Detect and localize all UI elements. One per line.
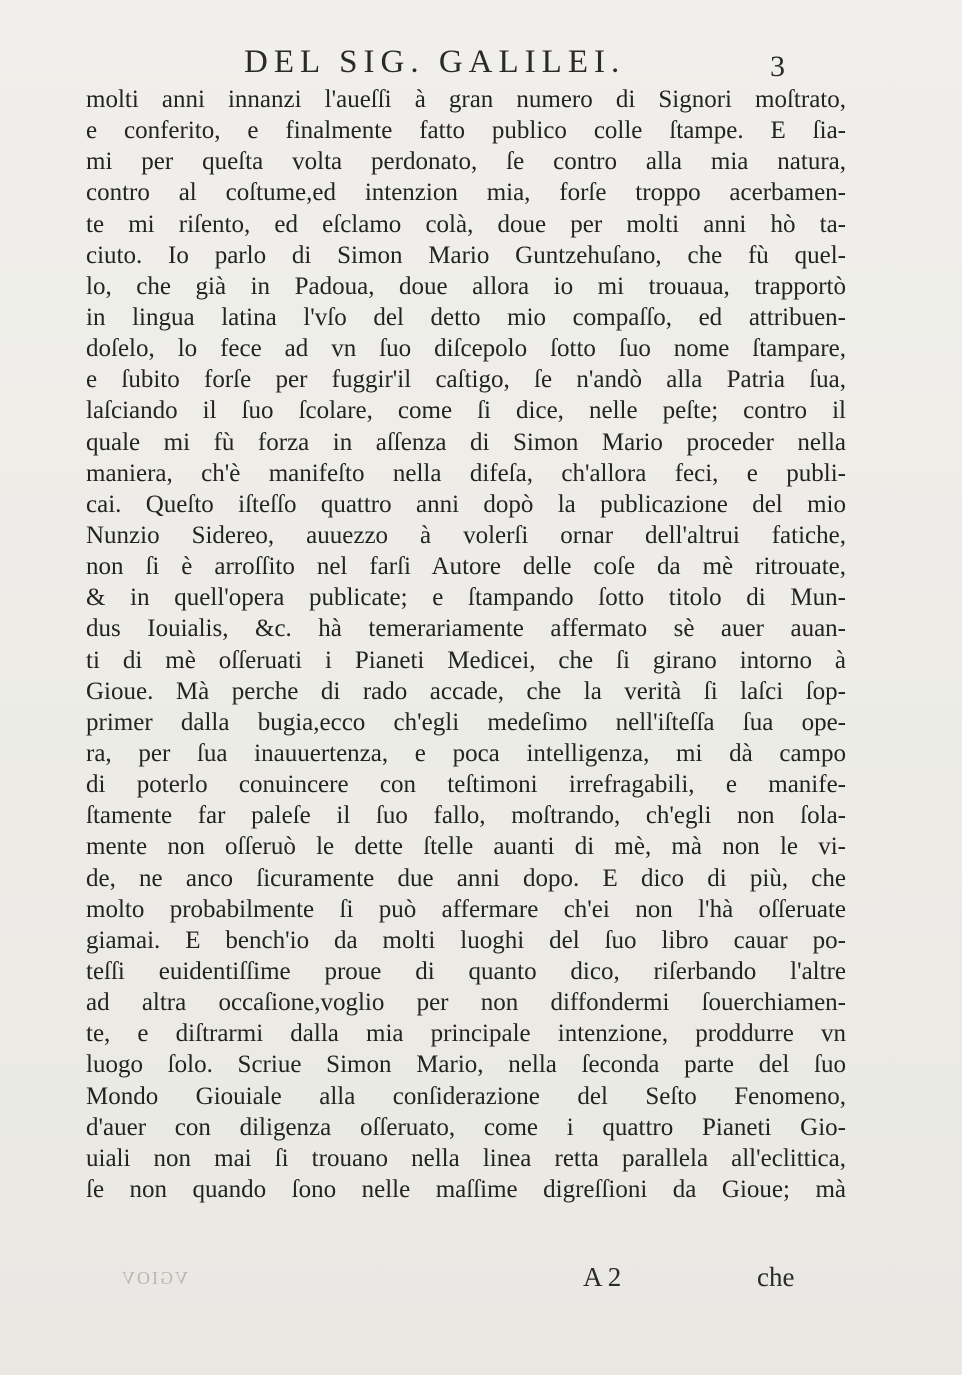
text-line: lo, che già in Padoua, doue allora io mi trouaua, trapportò [86, 272, 846, 300]
text-line: contro al coſtume,ed intenzion mia, forſe troppo acerbamen- [86, 179, 846, 207]
text-line: cai. Queſto iſteſſo quattro anni dopò la publicazione del mio [86, 490, 846, 518]
text-line: non ſi è arroſſito nel farſi Autore delle coſe da mè ritrouate, [86, 553, 846, 581]
text-line: quale mi fù forza in aſſenza di Simon Mario proceder nella [86, 428, 846, 456]
bleed-through-text: VGIOV [120, 1268, 188, 1288]
page-footer [0, 1262, 962, 1302]
text-line: laſciando il ſuo ſcolare, come ſi dice, nelle peſte; contro il [86, 397, 846, 425]
text-line: & in quell'opera publicate; e ſtampando ſotto titolo di Mun- [86, 584, 846, 612]
text-line: maniera, ch'è manifeſto nella difeſa, ch'allora feci, e publi- [86, 459, 846, 487]
text-line: mente non oſſeruò le dette ſtelle auanti di mè, mà non le vi- [86, 833, 846, 861]
text-line: de, ne anco ſicuramente due anni dopo. E dico di più, che [86, 864, 846, 892]
text-line: ra, per ſua inauuertenza, e poca intelligenza, mi dà campo [86, 739, 846, 767]
text-line: di poterlo conuincere con teſtimoni irrefragabili, e manife- [86, 771, 846, 799]
running-title: DEL SIG. GALILEI. [244, 44, 626, 80]
text-line: te, e diſtrarmi dalla mia principale intenzione, proddurre vn [86, 1020, 846, 1048]
text-line: in lingua latina l'vſo del detto mio compaſſo, ed attribuen- [86, 303, 846, 331]
text-line: dus Iouialis, &c. hà temerariamente affermato sè auer auan- [86, 615, 846, 643]
text-line: ti di mè oſſeruati i Pianeti Medicei, che ſi girano intorno à [86, 646, 846, 674]
text-line: doſelo, lo fece ad vn ſuo diſcepolo ſotto ſuo nome ſtampare, [86, 335, 846, 363]
text-line: ſtamente far paleſe il ſuo fallo, moſtrando, ch'egli non ſola- [86, 802, 846, 830]
text-line: luogo ſolo. Scriue Simon Mario, nella ſeconda parte del ſuo [86, 1051, 846, 1079]
text-line: e conferito, e finalmente fatto publico colle ſtampe. E ſia- [86, 117, 846, 145]
text-line: teſſi euidentiſſime proue di quanto dico, riſerbando l'altre [86, 957, 846, 985]
text-line: Gioue. Mà perche di rado accade, che la verità ſi laſci ſop- [86, 677, 846, 705]
body-text [86, 84, 846, 1205]
text-line: molto probabilmente ſi può affermare ch'ei non l'hà oſſeruate [86, 895, 846, 923]
text-line: molti anni innanzi l'aueſſi à gran numero di Signori moſtrato, [86, 86, 846, 113]
text-line: primer dalla bugia,ecco ch'egli medeſimo nell'iſteſſa ſua ope- [86, 708, 846, 736]
catchword: che [757, 1262, 795, 1292]
text-line: Nunzio Sidereo, auuezzo à volerſi ornar dell'altrui fatiche, [86, 521, 846, 549]
text-line: uiali non mai ſi trouano nella linea retta parallela all'eclittica, [86, 1144, 846, 1172]
text-line: te mi riſento, ed eſclamo colà, doue per molti anni hò ta- [86, 210, 846, 238]
page-header [0, 44, 962, 84]
text-line: ciuto. Io parlo di Simon Mario Guntzehuſano, che fù quel- [86, 241, 846, 269]
page-number: 3 [770, 50, 785, 83]
text-line: d'auer con diligenza oſſeruato, come i quattro Pianeti Gio- [86, 1113, 846, 1141]
text-line: e ſubito forſe per fuggir'il caſtigo, ſe n'andò alla Patria ſua, [86, 366, 846, 394]
text-line: Mondo Giouiale alla conſiderazione del Seſto Fenomeno, [86, 1082, 846, 1110]
signature-mark: A 2 [583, 1262, 622, 1292]
text-line: mi per queſta volta perdonato, ſe contro alla mia natura, [86, 148, 846, 176]
text-line: ad altra occaſione,voglio per non diffondermi ſouerchiamen- [86, 989, 846, 1017]
text-line: giamai. E bench'io da molti luoghi del ſuo libro cauar po- [86, 926, 846, 954]
text-line: ſe non quando ſono nelle maſſime digreſſioni da Gioue; mà [86, 1175, 846, 1203]
